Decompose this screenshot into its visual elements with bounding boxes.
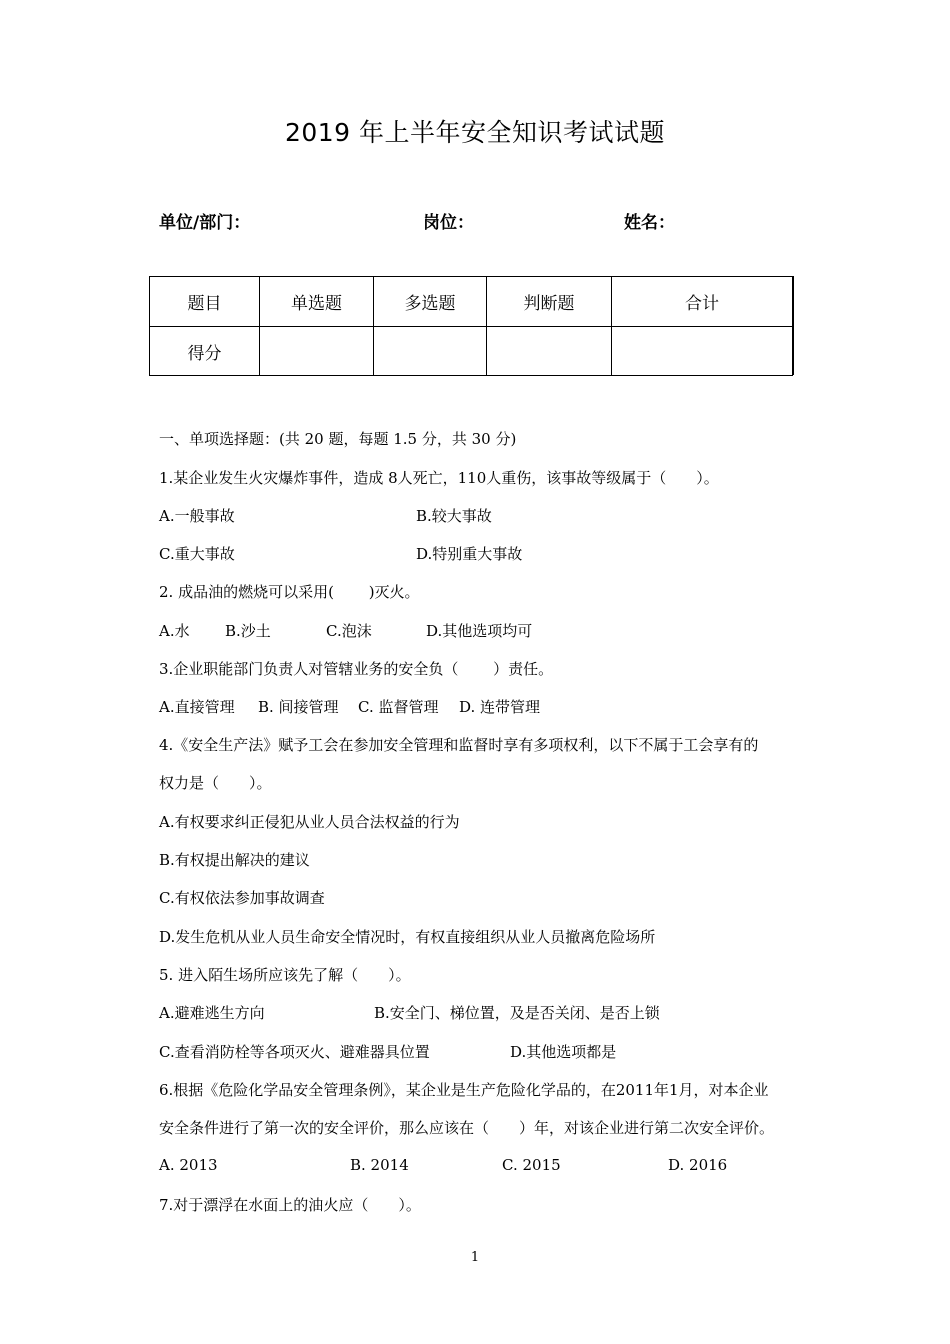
q4-option-b: B.有权提出解决的建议 (159, 851, 310, 869)
q3-option-c: C. 监督管理 (358, 698, 439, 716)
q2-option-c: C.泡沫 (326, 622, 372, 640)
question-1: 1.某企业发生火灾爆炸事件，造成 8人死亡，110人重伤，该事故等级属于（ ）。 (159, 469, 719, 487)
score-cell (612, 327, 793, 376)
q4-option-a: A.有权要求纠正侵犯从业人员合法权益的行为 (159, 813, 460, 831)
unit-label: 单位/部门： (159, 213, 251, 233)
q3-option-d: D. 连带管理 (459, 698, 541, 716)
question-3: 3.企业职能部门负责人对管辖业务的安全负（ ）责任。 (159, 660, 554, 678)
q5-option-a: A.避难逃生方向 (159, 1004, 265, 1022)
question-6-line-2: 安全条件进行了第一次的安全评价，那么应该在（ ）年，对该企业进行第二次安全评价。 (159, 1119, 775, 1137)
question-4-line-2: 权力是（ ）。 (159, 774, 272, 792)
q6-option-c: C. 2015 (502, 1156, 561, 1174)
q6-option-d: D. 2016 (668, 1156, 728, 1174)
q2-option-b: B.沙土 (225, 622, 271, 640)
q3-option-b: B. 间接管理 (258, 698, 339, 716)
score-row-label: 得分 (150, 327, 260, 376)
name-label: 姓名： (624, 213, 675, 233)
score-header-cell: 题目 (150, 277, 260, 327)
page-number: 1 (470, 1250, 480, 1265)
post-label: 岗位： (423, 213, 474, 233)
q2-option-d: D.其他选项均可 (426, 622, 533, 640)
q1-option-c: C.重大事故 (159, 545, 235, 563)
q4-option-c: C.有权依法参加事故调查 (159, 889, 325, 907)
q5-option-b: B.安全门、梯位置，及是否关闭、是否上锁 (374, 1004, 660, 1022)
score-header-cell: 合计 (612, 277, 793, 327)
score-table (149, 276, 793, 376)
q5-option-d: D.其他选项都是 (510, 1043, 617, 1061)
score-header-cell: 判断题 (487, 277, 612, 327)
question-2: 2. 成品油的燃烧可以采用( )灭火。 (159, 583, 420, 601)
question-7: 7.对于漂浮在水面上的油火应（ ）。 (159, 1196, 421, 1214)
q5-option-c: C.查看消防栓等各项灭火、避难器具位置 (159, 1043, 430, 1061)
table-double-border (792, 276, 794, 375)
score-table-header-row (150, 277, 793, 327)
score-cell (260, 327, 374, 376)
q1-option-d: D.特别重大事故 (416, 545, 523, 563)
q3-option-a: A.直接管理 (159, 698, 235, 716)
score-header-cell: 单选题 (260, 277, 374, 327)
q4-option-d: D.发生危机从业人员生命安全情况时，有权直接组织从业人员撤离危险场所 (159, 928, 656, 946)
question-5: 5. 进入陌生场所应该先了解（ ）。 (159, 966, 411, 984)
q1-option-b: B.较大事故 (416, 507, 492, 525)
score-header-cell: 多选题 (374, 277, 487, 327)
score-cell (487, 327, 612, 376)
question-4-line-1: 4.《安全生产法》赋予工会在参加安全管理和监督时享有多项权利，以下不属于工会享有的 (159, 736, 759, 754)
document-title: 2019 年上半年安全知识考试试题 (284, 118, 666, 147)
q6-option-b: B. 2014 (350, 1156, 409, 1174)
question-6-line-1: 6.根据《危险化学品安全管理条例》，某企业是生产危险化学品的，在2011年1月，对本企业 (159, 1081, 769, 1099)
score-cell (374, 327, 487, 376)
section-heading: 一、单项选择题：(共 20 题，每题 1.5 分，共 30 分) (159, 430, 517, 448)
q2-option-a: A.水 (159, 622, 190, 640)
q6-option-a: A. 2013 (159, 1156, 218, 1174)
score-table-score-row (150, 327, 793, 376)
q1-option-a: A.一般事故 (159, 507, 235, 525)
